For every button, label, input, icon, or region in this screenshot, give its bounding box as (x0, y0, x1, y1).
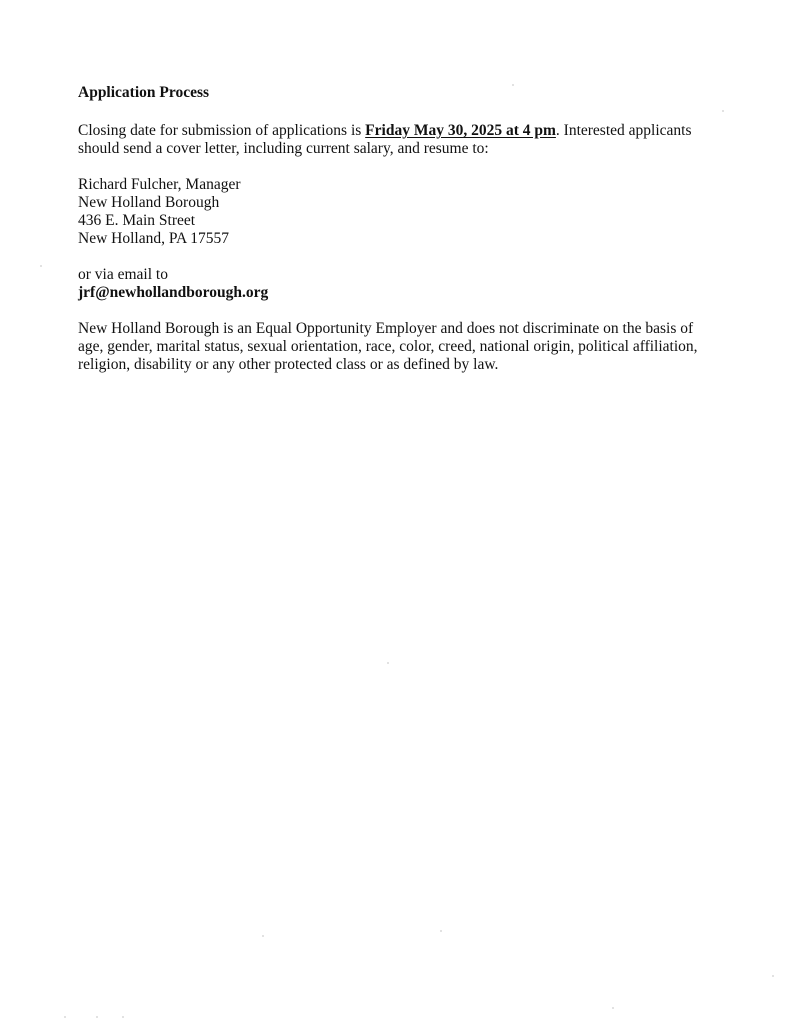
address-name: Richard Fulcher, Manager (78, 176, 241, 193)
email-address: jrf@newhollandborough.org (78, 284, 269, 301)
scan-speck (262, 935, 264, 937)
closing-date-line-2: should send a cover letter, including current salary, and resume to: (78, 140, 489, 157)
closing-date-suffix: . Interested applicants (555, 122, 692, 139)
scan-speck (122, 1016, 124, 1018)
eeo-line-2: age, gender, marital status, sexual orientation, race, color, creed, national origin, political affiliation, (78, 338, 698, 355)
document-body (78, 84, 718, 392)
address-street: 436 E. Main Street (78, 212, 196, 229)
closing-date-line-1 (78, 122, 718, 140)
address-city: New Holland, PA 17557 (78, 230, 229, 247)
address-org: New Holland Borough (78, 194, 220, 211)
scan-speck (40, 265, 42, 267)
scan-speck (387, 662, 389, 664)
scan-speck (64, 1016, 66, 1018)
eeo-line-3: religion, disability or any other protected class or as defined by law. (78, 356, 499, 373)
scan-speck (440, 930, 442, 932)
scan-speck (722, 110, 724, 112)
section-heading: Application Process (78, 84, 210, 101)
scan-speck (512, 84, 514, 86)
scan-speck (612, 1007, 614, 1009)
email-intro: or via email to (78, 266, 168, 283)
email-section (78, 266, 718, 302)
closing-date-prefix: Closing date for submission of applications is (78, 122, 366, 139)
scan-speck (772, 975, 774, 977)
eeo-line-1: New Holland Borough is an Equal Opportunity Employer and does not discriminate on the basis of (78, 320, 694, 337)
eeo-statement (78, 320, 718, 374)
scan-speck (96, 1016, 98, 1018)
closing-date-paragraph (78, 122, 718, 158)
closing-deadline: Friday May 30, 2025 at 4 pm (365, 122, 556, 139)
mailing-address (78, 176, 718, 248)
